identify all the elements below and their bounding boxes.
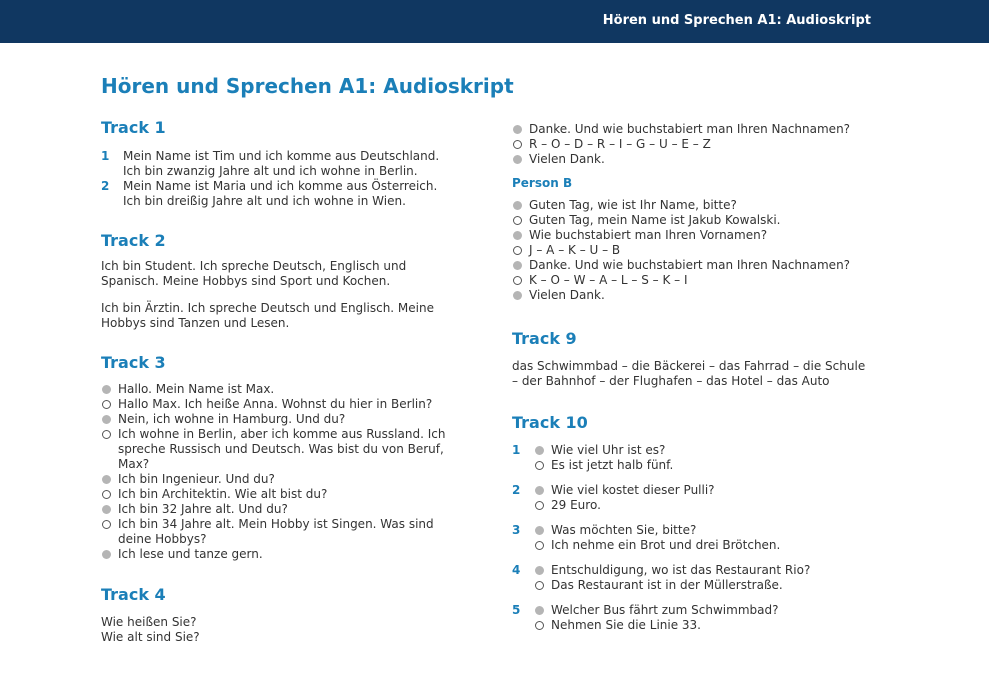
speaker-b-circle-icon	[513, 276, 522, 285]
line: Wie heißen Sie?	[101, 615, 197, 629]
line: das Schwimmbad – die Bäckerei – das Fahrrad – die Schule	[512, 359, 866, 373]
line: Hallo Max. Ich heiße Anna. Wohnst du hier in Berlin?	[118, 397, 433, 411]
dialogue-line	[101, 487, 486, 502]
dialogue-line	[512, 137, 932, 152]
answer: Ich nehme ein Brot und drei Brötchen.	[551, 538, 781, 552]
speaker-b-circle-icon	[513, 216, 522, 225]
dialogue-line	[512, 258, 932, 273]
answer: 29 Euro.	[551, 498, 601, 512]
list-item	[101, 179, 486, 209]
speaker-b-circle-icon	[513, 246, 522, 255]
line: Wie alt sind Sie?	[101, 630, 200, 644]
speaker-a-dot-icon	[102, 415, 111, 424]
line: Ich bin 34 Jahre alt. Mein Hobby ist Singen. Was sind	[118, 517, 434, 531]
speaker-a-dot-icon	[102, 550, 111, 559]
line: Ich bin dreißig Jahre alt und ich wohne in Wien.	[123, 194, 406, 208]
track-3-heading: Track 3	[101, 353, 166, 372]
line: Vielen Dank.	[529, 152, 605, 166]
speaker-b-circle-icon	[535, 541, 544, 550]
track-8-continued	[512, 122, 932, 167]
answer: Das Restaurant ist in der Müllerstraße.	[551, 578, 783, 592]
header-title: Hören und Sprechen A1: Audioskript	[602, 13, 871, 28]
item-number: 5	[512, 603, 521, 617]
line: Wie buchstabiert man Ihren Vornamen?	[529, 228, 768, 242]
speaker-a-dot-icon	[535, 486, 544, 495]
speaker-a-dot-icon	[513, 231, 522, 240]
line: Ich bin Architektin. Wie alt bist du?	[118, 487, 328, 501]
speaker-a-dot-icon	[513, 261, 522, 270]
speaker-a-dot-icon	[513, 201, 522, 210]
dialogue-line	[512, 152, 932, 167]
person-b-dialogue	[512, 198, 932, 303]
line: Ich bin 32 Jahre alt. Und du?	[118, 502, 288, 516]
question: Entschuldigung, wo ist das Restaurant Rio?	[551, 563, 811, 577]
speaker-b-circle-icon	[102, 400, 111, 409]
line: Ich bin Student. Ich spreche Deutsch, Englisch und	[101, 259, 407, 273]
list-item	[512, 443, 932, 473]
line: Guten Tag, wie ist Ihr Name, bitte?	[529, 198, 737, 212]
dialogue-line	[512, 273, 932, 288]
speaker-b-circle-icon	[513, 140, 522, 149]
line: – der Bahnhof – der Flughafen – das Hotel – das Auto	[512, 374, 830, 388]
track-4-heading: Track 4	[101, 585, 166, 604]
header-bar	[0, 0, 989, 43]
track-2-text	[101, 259, 486, 331]
answer: Nehmen Sie die Linie 33.	[551, 618, 701, 632]
line: Mein Name ist Tim und ich komme aus Deutschland.	[123, 149, 440, 163]
track-3-dialogue	[101, 382, 486, 562]
line: Ich bin Ingenieur. Und du?	[118, 472, 275, 486]
track-1-heading: Track 1	[101, 118, 166, 137]
speaker-a-dot-icon	[102, 505, 111, 514]
list-item	[101, 149, 486, 179]
dialogue-line	[101, 502, 486, 517]
dialogue-line	[512, 198, 932, 213]
list-item	[512, 483, 932, 513]
right-column	[512, 122, 932, 643]
speaker-b-circle-icon	[102, 520, 111, 529]
speaker-a-dot-icon	[535, 566, 544, 575]
dialogue-line	[512, 243, 932, 258]
line: Danke. Und wie buchstabiert man Ihren Nachnamen?	[529, 122, 851, 136]
line: Nein, ich wohne in Hamburg. Und du?	[118, 412, 346, 426]
item-number: 4	[512, 563, 521, 577]
item-number: 1	[101, 149, 110, 163]
line: Ich wohne in Berlin, aber ich komme aus Russland. Ich	[118, 427, 446, 441]
line: K – O – W – A – L – S – K – I	[529, 273, 688, 287]
dialogue-line	[512, 288, 932, 303]
dialogue-line	[101, 382, 486, 397]
line: Guten Tag, mein Name ist Jakub Kowalski.	[529, 213, 781, 227]
speaker-a-dot-icon	[535, 526, 544, 535]
dialogue-line	[101, 547, 486, 562]
line: R – O – D – R – I – G – U – E – Z	[529, 137, 711, 151]
track-10-list	[512, 443, 932, 633]
dialogue-line	[101, 472, 486, 487]
item-number: 3	[512, 523, 521, 537]
dialogue-line	[512, 213, 932, 228]
answer: Es ist jetzt halb fünf.	[551, 458, 674, 472]
line: Mein Name ist Maria und ich komme aus Österreich.	[123, 179, 438, 193]
item-number: 2	[512, 483, 521, 497]
speaker-a-dot-icon	[102, 475, 111, 484]
question: Was möchten Sie, bitte?	[551, 523, 697, 537]
item-number: 2	[101, 179, 110, 193]
track-2-heading: Track 2	[101, 231, 166, 250]
line: Hallo. Mein Name ist Max.	[118, 382, 275, 396]
line: Max?	[118, 457, 150, 471]
track-4-text	[101, 615, 486, 645]
line: Vielen Dank.	[529, 288, 605, 302]
list-item	[512, 523, 932, 553]
track-1-list	[101, 149, 486, 209]
page-title: Hören und Sprechen A1: Audioskript	[101, 74, 514, 98]
line: Ich lese und tanze gern.	[118, 547, 263, 561]
speaker-a-dot-icon	[513, 291, 522, 300]
line: deine Hobbys?	[118, 532, 207, 546]
speaker-b-circle-icon	[535, 501, 544, 510]
line: J – A – K – U – B	[529, 243, 621, 257]
paragraph	[101, 259, 486, 289]
speaker-a-dot-icon	[513, 155, 522, 164]
dialogue-line	[512, 228, 932, 243]
track-10-heading: Track 10	[512, 413, 588, 432]
line: Spanisch. Meine Hobbys sind Sport und Kochen.	[101, 274, 391, 288]
list-item	[512, 563, 932, 593]
line: spreche Russisch und Deutsch. Was bist du von Beruf,	[118, 442, 444, 456]
left-column	[101, 118, 486, 645]
person-b-heading: Person B	[512, 176, 573, 190]
speaker-b-circle-icon	[535, 461, 544, 470]
line: Danke. Und wie buchstabiert man Ihren Nachnamen?	[529, 258, 851, 272]
speaker-b-circle-icon	[102, 430, 111, 439]
question: Wie viel Uhr ist es?	[551, 443, 666, 457]
paragraph	[101, 301, 486, 331]
line: Hobbys sind Tanzen und Lesen.	[101, 316, 290, 330]
track-9-heading: Track 9	[512, 329, 577, 348]
speaker-b-circle-icon	[102, 490, 111, 499]
speaker-a-dot-icon	[535, 446, 544, 455]
line: Ich bin zwanzig Jahre alt und ich wohne in Berlin.	[123, 164, 418, 178]
question: Wie viel kostet dieser Pulli?	[551, 483, 715, 497]
question: Welcher Bus fährt zum Schwimmbad?	[551, 603, 779, 617]
line: Ich bin Ärztin. Ich spreche Deutsch und Englisch. Meine	[101, 301, 434, 315]
dialogue-line	[101, 412, 486, 427]
speaker-a-dot-icon	[102, 385, 111, 394]
item-number: 1	[512, 443, 521, 457]
speaker-b-circle-icon	[535, 581, 544, 590]
list-item	[512, 603, 932, 633]
speaker-a-dot-icon	[535, 606, 544, 615]
track-9-text	[512, 359, 932, 389]
dialogue-line	[101, 427, 486, 472]
speaker-b-circle-icon	[535, 621, 544, 630]
dialogue-line	[101, 517, 486, 547]
speaker-a-dot-icon	[513, 125, 522, 134]
dialogue-line	[512, 122, 932, 137]
dialogue-line	[101, 397, 486, 412]
